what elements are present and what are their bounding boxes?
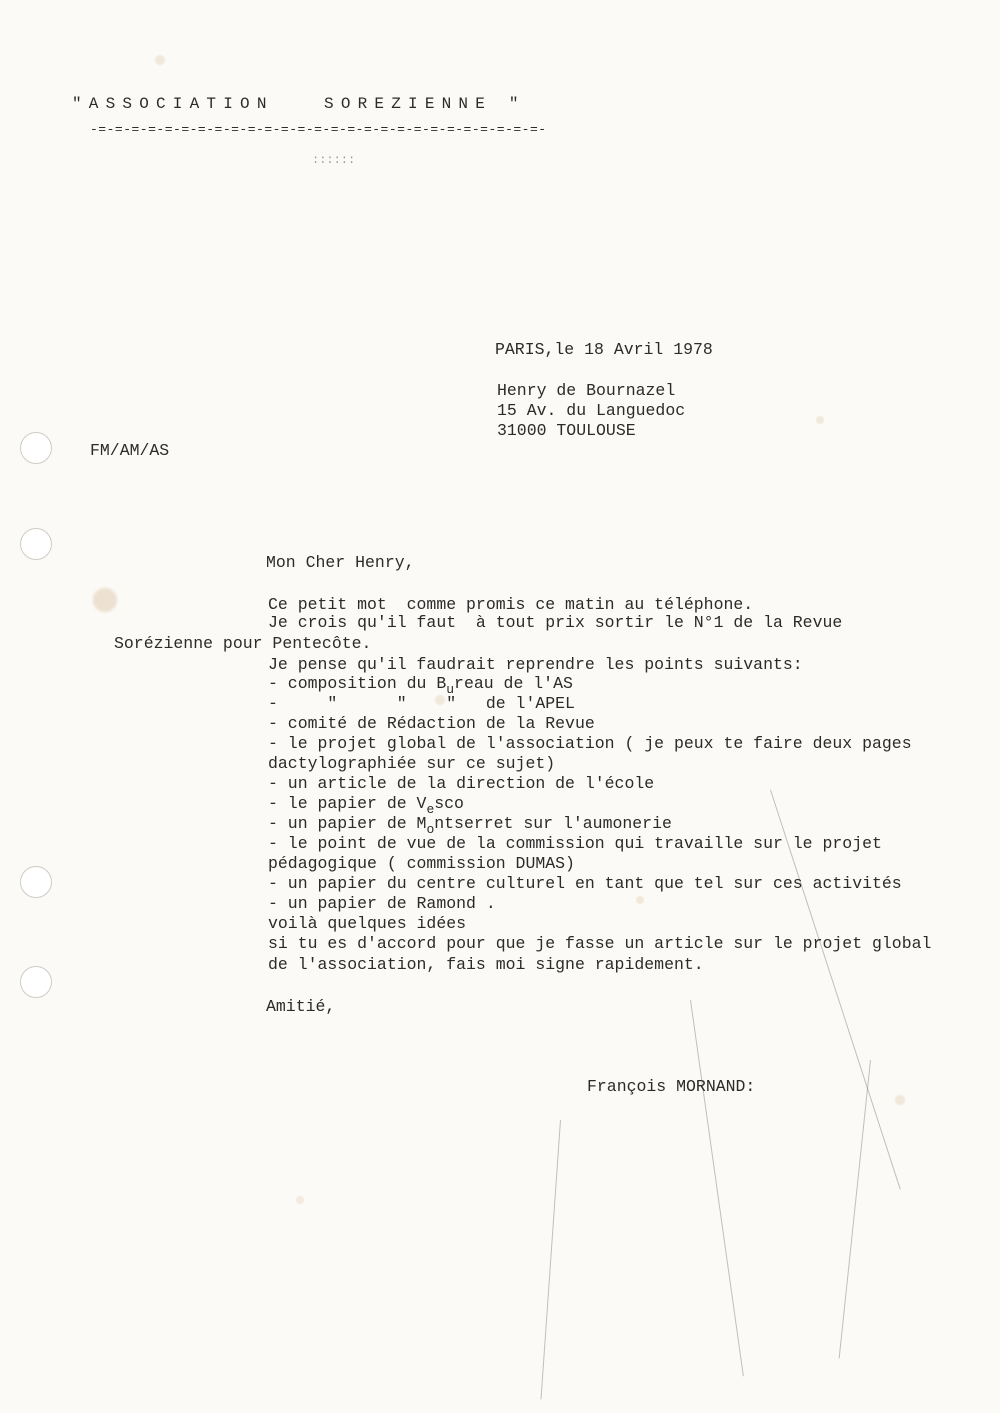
reference-code: FM/AM/AS xyxy=(90,441,170,460)
list-item xyxy=(268,674,573,695)
body-line: voilà quelques idées xyxy=(268,914,467,933)
recipient-name: Henry de Bournazel xyxy=(497,381,676,400)
punch-hole xyxy=(20,966,52,998)
recipient-city: 31000 TOULOUSE xyxy=(497,421,636,440)
list-item xyxy=(268,814,672,835)
list-item-correction: e xyxy=(426,802,435,817)
pencil-mark xyxy=(839,1060,871,1358)
recipient-street: 15 Av. du Languedoc xyxy=(497,401,686,420)
list-item-text: - un papier de M xyxy=(268,814,427,833)
punch-hole xyxy=(20,866,52,898)
date-line: PARIS,le 18 Avril 1978 xyxy=(495,340,713,359)
list-item-correction: o xyxy=(426,822,435,837)
punch-hole xyxy=(20,528,52,560)
list-item xyxy=(268,794,464,815)
body-line: Je crois qu'il faut à tout prix sortir le N°1 de la Revue xyxy=(268,613,843,632)
body-line: Ce petit mot comme promis ce matin au téléphone. xyxy=(268,595,754,614)
list-item-text: - composition du B xyxy=(268,674,447,693)
list-item-text: reau de l'AS xyxy=(454,674,573,693)
body-line: de l'association, fais moi signe rapidement. xyxy=(268,955,704,974)
body-line: Sorézienne pour Pentecôte. xyxy=(114,634,372,653)
list-item: - un article de la direction de l'école xyxy=(268,774,655,793)
list-item: - un papier du centre culturel en tant que tel sur ces activités xyxy=(268,874,902,893)
list-item: - le point de vue de la commission qui travaille sur le projet xyxy=(268,834,882,853)
list-item-text: - le papier de V xyxy=(268,794,427,813)
signature: François MORNAND: xyxy=(587,1077,756,1096)
body-line: si tu es d'accord pour que je fasse un article sur le projet global xyxy=(268,934,932,953)
salutation: Mon Cher Henry, xyxy=(266,553,415,572)
list-item: - comité de Rédaction de la Revue xyxy=(268,714,595,733)
pencil-mark xyxy=(690,1000,744,1376)
list-item-text: ntserret sur l'aumonerie xyxy=(434,814,672,833)
title-underline: -=-=-=-=-=-=-=-=-=-=-=-=-=-=-=-=-=-=-=-=-=-=-=-=-=-=-=- xyxy=(90,122,547,137)
list-item-text: sco xyxy=(434,794,464,813)
closing: Amitié, xyxy=(266,997,336,1016)
association-title: "ASSOCIATION SOREZIENNE " xyxy=(72,95,526,113)
list-item: - le projet global de l'association ( je peux te faire deux pages xyxy=(268,734,912,753)
body-line: Je pense qu'il faudrait reprendre les points suivants: xyxy=(268,655,803,674)
punch-hole xyxy=(20,432,52,464)
list-item-correction: u xyxy=(446,682,455,697)
header-dots: :::::: xyxy=(312,153,356,167)
list-item-continued: dactylographiée sur ce sujet) xyxy=(268,754,556,773)
pencil-mark xyxy=(540,1120,561,1399)
list-item-continued: pédagogique ( commission DUMAS) xyxy=(268,854,575,873)
list-item: - un papier de Ramond . xyxy=(268,894,496,913)
list-item: - " " " de l'APEL xyxy=(268,694,575,713)
